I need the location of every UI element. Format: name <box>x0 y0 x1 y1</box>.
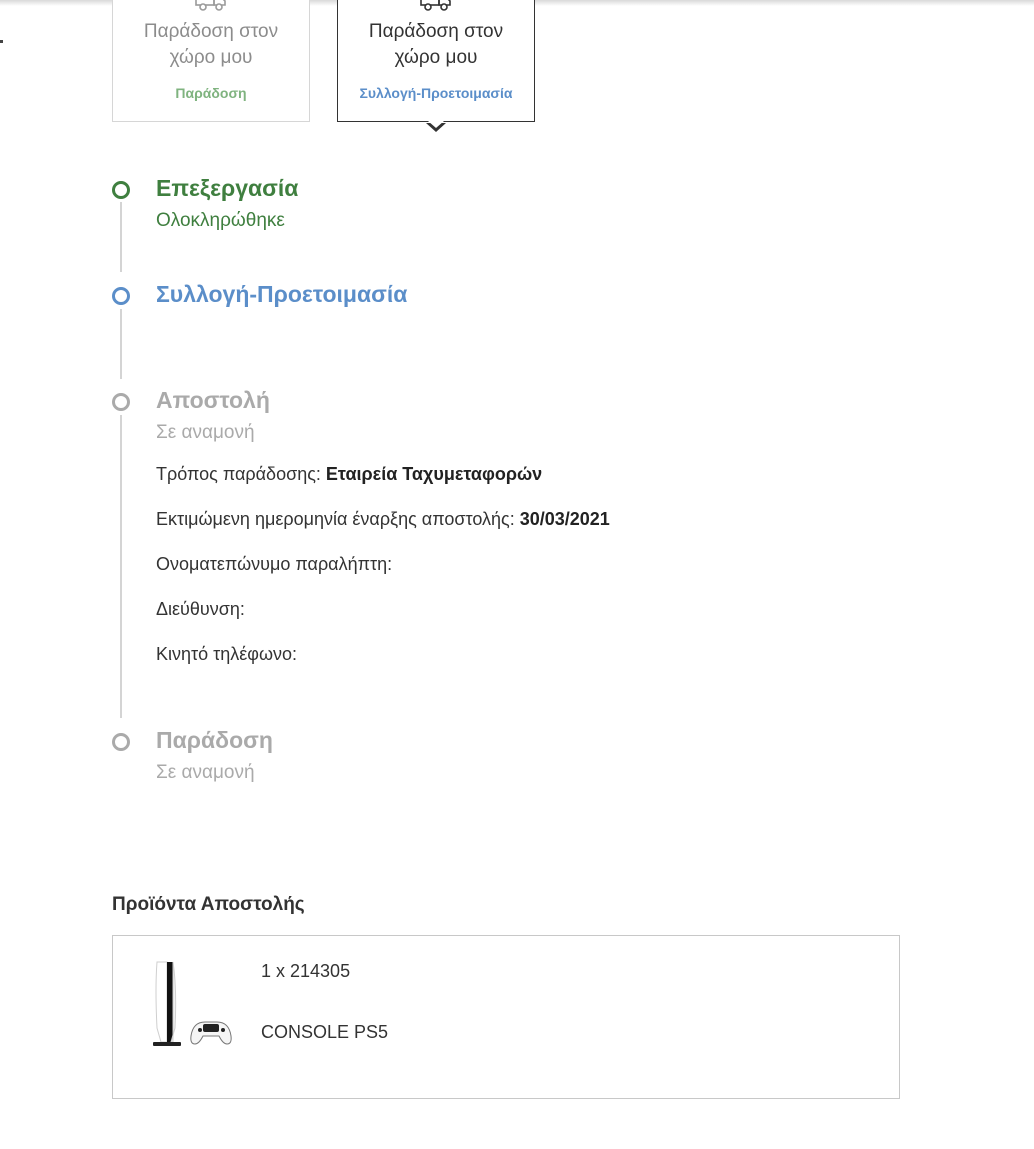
timeline-dot-delivery <box>112 733 130 751</box>
product-name[interactable]: CONSOLE PS5 <box>261 1022 389 1042</box>
timeline-step-title-collection: Συλλογή-Προετοιμασία <box>156 281 408 307</box>
recipient-label: Ονοματεπώνυμο παραλήπτη: <box>156 554 393 574</box>
active-tab-pointer-fill <box>428 121 444 128</box>
truck-icon <box>194 0 228 13</box>
tab-title-line1: Παράδοση στον <box>368 21 504 42</box>
estimated-date-value: 30/03/2021 <box>519 509 610 529</box>
delivery-tab-status: Παράδοση <box>175 85 247 101</box>
edge-mark <box>0 40 3 43</box>
delivery-method-label: Τρόπος παράδοσης: <box>156 464 321 484</box>
products-heading: Προϊόντα Αποστολής <box>112 894 305 915</box>
timeline-connector <box>120 415 122 718</box>
timeline-step-status-delivery: Σε αναμονή <box>156 762 255 783</box>
timeline-connector <box>120 202 122 272</box>
estimated-date-label: Εκτιμώμενη ημερομηνία έναρξης αποστολής: <box>156 509 515 529</box>
timeline-step-status-processing: Ολοκληρώθηκε <box>156 210 285 231</box>
ps5-console-icon[interactable] <box>147 958 233 1054</box>
timeline-step-title-shipping: Αποστολή <box>156 387 270 413</box>
delivery-tab-title <box>113 19 309 71</box>
timeline-dot-processing <box>112 181 130 199</box>
tab-title-line1: Παράδοση στον <box>143 21 279 42</box>
timeline-step-status-shipping: Σε αναμονή <box>156 422 255 443</box>
timeline-connector <box>120 309 122 379</box>
delivery-method-row <box>156 464 542 485</box>
timeline-step-title-processing: Επεξεργασία <box>156 175 299 201</box>
timeline-step-title-delivery: Παράδοση <box>156 727 273 753</box>
tab-title-line2: χώρο μου <box>394 47 478 68</box>
delivery-tab-collection[interactable] <box>337 0 535 122</box>
tab-title-line2: χώρο μου <box>169 47 253 68</box>
delivery-tab-delivery[interactable] <box>112 0 310 122</box>
timeline-dot-collection <box>112 287 130 305</box>
phone-label: Κινητό τηλέφωνο: <box>156 644 298 664</box>
delivery-tab-title <box>338 19 534 71</box>
estimated-date-row <box>156 509 610 530</box>
phone-row <box>156 644 297 665</box>
timeline-dot-shipping <box>112 393 130 411</box>
recipient-row <box>156 554 392 575</box>
truck-icon <box>419 0 453 13</box>
product-item <box>112 935 900 1099</box>
address-row <box>156 599 245 620</box>
delivery-tab-status: Συλλογή-Προετοιμασία <box>359 85 513 101</box>
address-label: Διεύθυνση: <box>156 599 245 619</box>
delivery-method-value: Εταιρεία Ταχυμεταφορών <box>325 464 543 484</box>
product-quantity-code: 1 x 214305 <box>261 961 351 981</box>
